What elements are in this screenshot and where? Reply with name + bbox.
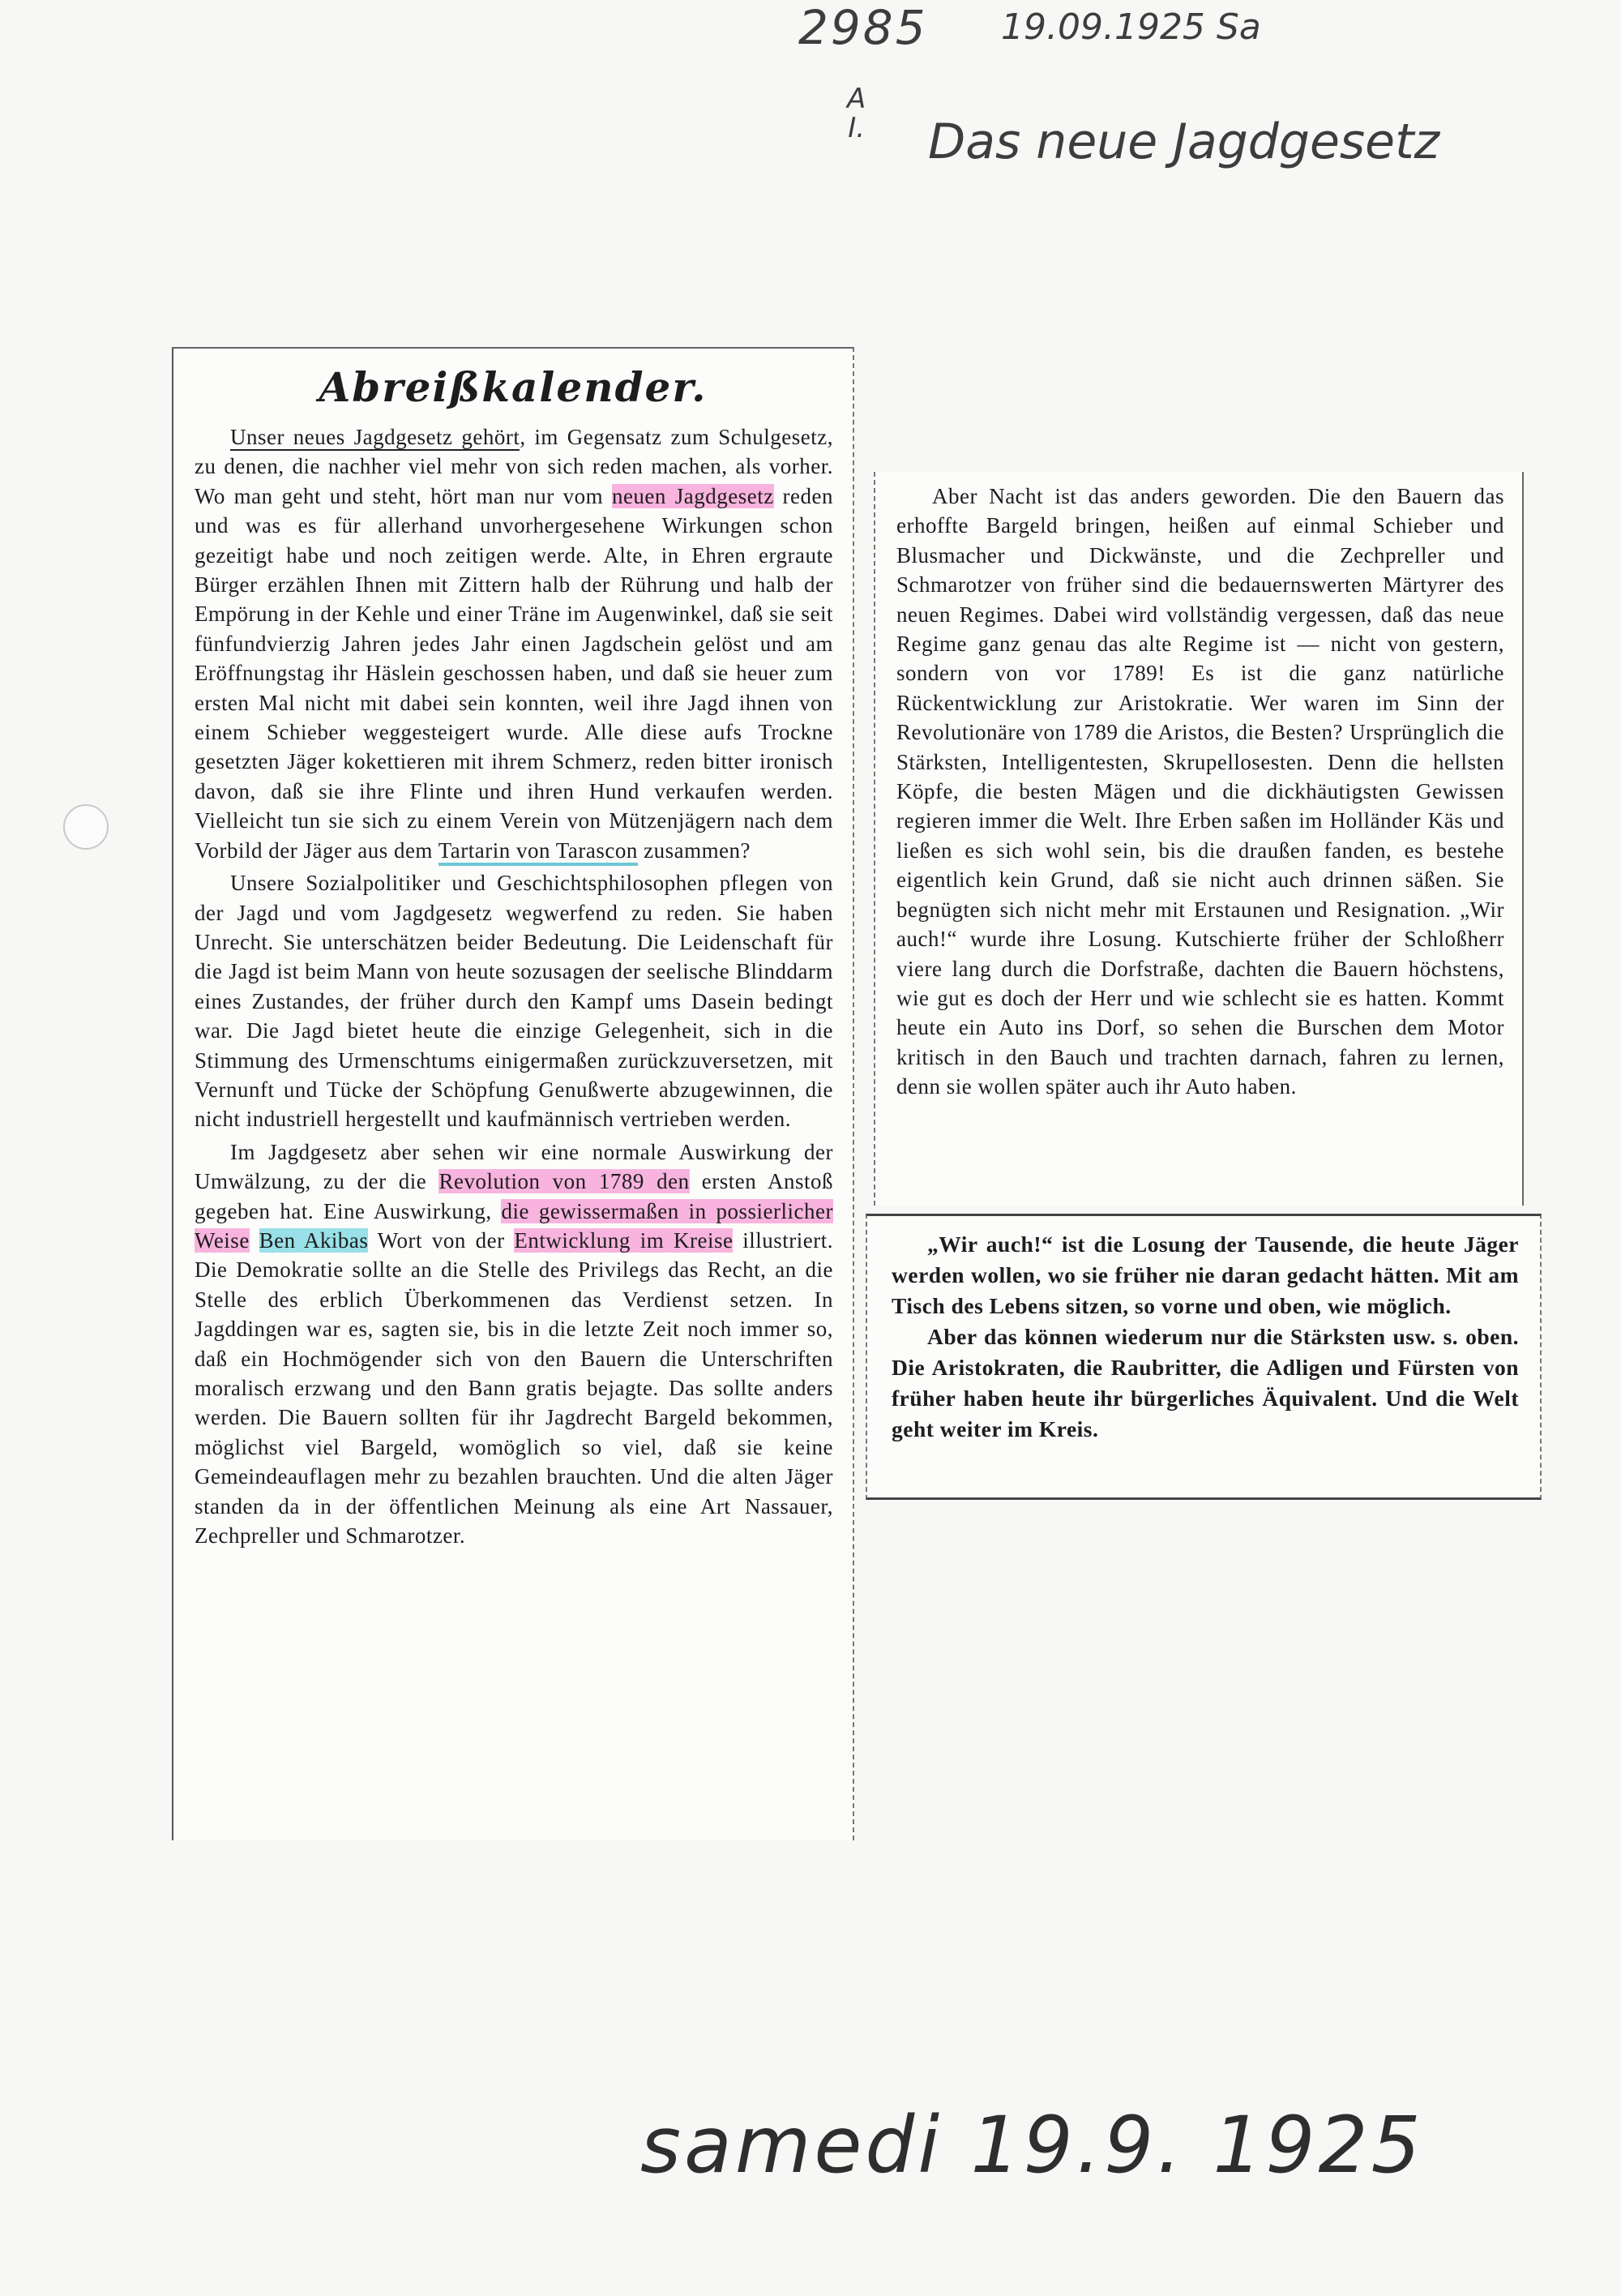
article-left (173, 422, 853, 1550)
highlight-neues-jagdgesetz: neuen Jagdgesetz (611, 483, 774, 508)
date-note: 19.09.1925 Sa (1001, 6, 1261, 48)
text-run: , im Gegensatz zum Schulgesetz, zu denen, die nachher viel mehr von sich reden machen, als vorher. Wo man geht und steht, hört man nur vom (195, 425, 833, 508)
highlight-revolution: Revolution von 1789 den (438, 1169, 690, 1194)
text-run: illustriert. Die Demokratie sollte an die Stelle des Privilegs das Recht, an die Stelle des erblich Überkommenen das Verdienst setzen. In Jagddingen war es, sagten sie, bis in die letzte Zeit noch immer so, daß ein Hochmögender sich von den Bauern die Unterschriften moralisch erzwang und den Bann gratis bejagte. Das sollte anders werden. Die Bauern sollten für ihr Jagdrecht Bargeld bekommen, möglichst viel Bargeld, womöglich so viel, daß sie keine Gemeindeauflagen mehr zu bezahlen brauchten. Und die alten Jäger standen da in der öffentlichen Meinung als eine Art Nassauer, Zechpreller und Schmarotzer. (195, 1227, 833, 1549)
masthead: Abreißkalender. (319, 363, 708, 411)
archive-number: 2985 (798, 0, 928, 55)
underline-tartarin: Tartarin von Tarascon (438, 838, 638, 866)
boxed-text (867, 1216, 1540, 1445)
boxed-paragraph-2: Aber das können wiederum nur die Stärksten usw. s. oben. Die Aristokraten, die Raubritter, die Adligen und Fürsten von früher haben heute ihr bürgerliches Äquivalent. Und die Welt geht weiter im Kreis. (892, 1324, 1519, 1441)
paragraph-right-1: Aber Nacht ist das anders geworden. Die den Bauern das erhoffte Bargeld bringen, heißen auf einmal Schieber und Blusmacher und Dickwänste, und die Zechpreller und Schmarotzer von früher sind die bedauernswerten Märtyrer des neuen Regimes. Dabei wird vollständig vergessen, daß das neue Regime ganz genau das alte Regime ist — nicht von gestern, sondern von vor 1789! Es ist die ganz natürliche Rückentwicklung zur Aristokratie. Wer waren im Sinn der Revolutionäre von 1789 die Aristos, die Besten? Ursprünglich die Stärksten, Intelligentesten, Skrupellosesten. Denn die hellsten Köpfe, die besten Mägen und die dickhäutigsten Gewissen regieren immer die Welt. Ihre Erben saßen im Holländer Käs und ließen es sich wohl sein, bis die draußen fanden, es bestehe eigentlich kein Grund, daß sie nicht auch drinnen säßen. Sie begnügten sich nicht mehr mit Erstaunen und Resignation. „Wir auch!“ wurde ihre Losung. Kutschierte früher der Schloßherr viere lang durch die Dorfstraße, dachten die Bauern höchstens, wie gut es doch der Herr und wie schlecht sie es hatten. Kommt heute ein Auto ins Dorf, so sehen die Burschen dem Motor kritisch in den Bauch und trachten darnach, fahren zu lernen, denn sie wollen später auch ihr Auto haben. (896, 484, 1504, 1099)
paragraph-1 (195, 422, 833, 865)
article-right (875, 472, 1522, 1102)
bottom-handwritten-date: samedi 19.9. 1925 (640, 2100, 1424, 2191)
text-run: Wort von der (368, 1227, 515, 1253)
title-note: Das neue Jagdgesetz (928, 114, 1440, 170)
text-run: ersten Anstoß gegeben hat. Eine Auswirkung, (195, 1169, 833, 1223)
text-run: zusammen? (637, 837, 751, 863)
highlight-possierlicher-weise: die gewissermaßen in possierlicher Weise (195, 1198, 833, 1253)
highlight-ben-akibas: Ben Akibas (259, 1227, 369, 1253)
text-run: Im Jagdgesetz aber sehen wir eine normale Auswirkung der Umwälzung, zu der die (195, 1139, 833, 1194)
clipping-left-column (172, 347, 854, 1840)
boxed-conclusion (866, 1214, 1542, 1500)
boxed-paragraph-1: „Wir auch!“ ist die Losung der Tausende, die heute Jäger werden wollen, wo sie früher nie daran gedacht hätten. Mit am Tisch des Lebens sitzen, so vorne und oben, wie möglich. (892, 1232, 1519, 1318)
paragraph-2: Unsere Sozialpolitiker und Geschichtsphilosophen pflegen von der Jagd und vom Jagdgesetz wegwerfend zu reden. Sie haben Unrecht. Sie unterschätzen beider Bedeutung. Die Leidenschaft für die Jagd ist beim Mann von heute sozusagen der seelische Blinddarm eines Zustandes, der früher durch den Kampf ums Dasein bedingt war. Die Jagd bietet heute die einzige Gelegenheit, sich in die Stimmung des Urmenschtums einigermaßen zurückzuversetzen, mit Vernunft und Tücke der Schöpfung Genußwerte abzugewinnen, die nicht industriell hergestellt und kaufmännisch vertrieben werden. (195, 871, 833, 1132)
punch-hole (63, 804, 109, 850)
text-run (250, 1228, 259, 1253)
underlined-phrase: Unser neues Jagdgesetz gehört (230, 425, 520, 449)
code-note: A I. (847, 83, 866, 144)
highlight-entwicklung-im-kreise: Entwicklung im Kreise (514, 1227, 734, 1253)
paragraph-3 (195, 1137, 833, 1551)
text-run: reden und was es für allerhand unvorhergesehene Wirkungen schon gezeitigt habe und noch zeitigen werde. Alte, in Ehren ergraute Bürger erzählen Ihnen mit Zittern halb der Rührung und halb der Empörung in der Kehle und einer Träne im Augenwinkel, daß sie seit fünfundvierzig Jahren jedes Jahr einen Jagdschein gelöst und am Eröffnungstag ihr Häslein geschossen haben, und daß sie heuer zum ersten Mal nicht mit dabei sein konnten, weil ihre Jagd ihnen von einem Schieber weggesteigert wurde. Alle diese aufs Trockne gesetzten Jäger kokettieren mit ihrem Schmerz, reden bitter ironisch davon, daß sie ihre Flinte und ihren Hund verkaufen werden. Vielleicht tun sie sich zu einem Verein von Mützenjägern nach dem Vorbild der Jäger aus dem (195, 483, 833, 863)
clipping-right-column (874, 472, 1524, 1206)
